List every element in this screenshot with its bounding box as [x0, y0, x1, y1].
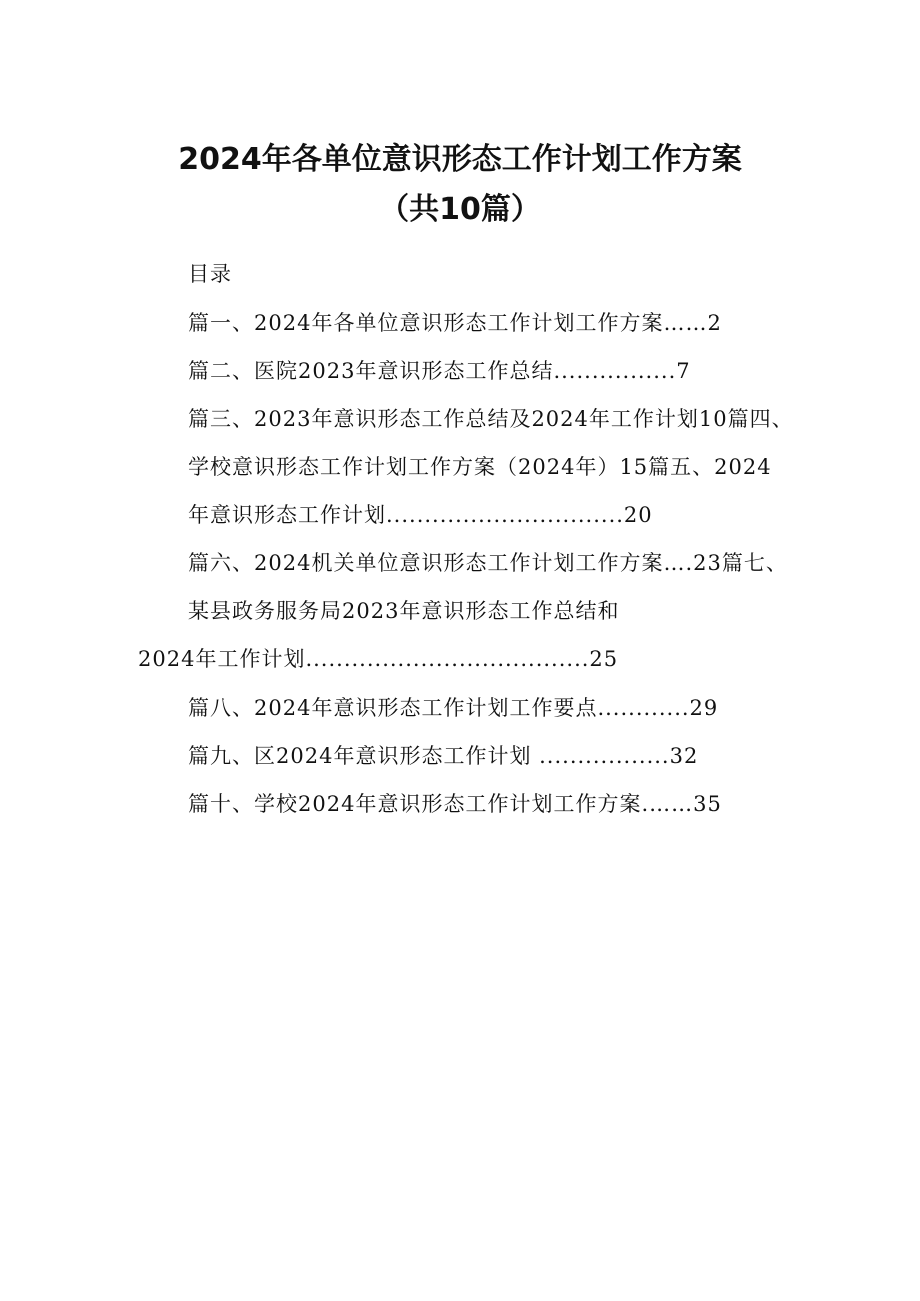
toc-entry: 篇一、2024年各单位意识形态工作计划工作方案……2: [188, 311, 722, 335]
toc-entry: 某县政务服务局2023年意识形态工作总结和: [188, 599, 620, 623]
toc-entry: 篇三、2023年意识形态工作总结及2024年工作计划10篇四、: [188, 407, 794, 431]
toc-entry: 篇八、2024年意识形态工作计划工作要点............29: [188, 696, 719, 720]
toc-entry: 2024年工作计划.....................................25: [138, 647, 619, 671]
toc-entry: 年意识形态工作计划...............................20: [188, 503, 653, 527]
document-subtitle: （共10篇）: [379, 192, 541, 227]
toc-entry: 篇九、区2024年意识形态工作计划 .................32: [188, 744, 699, 768]
toc-heading: 目录: [188, 262, 232, 286]
toc-entry: 学校意识形态工作计划工作方案（2024年）15篇五、2024: [188, 455, 772, 479]
document-title: 2024年各单位意识形态工作计划工作方案: [178, 142, 742, 177]
toc-entry: 篇十、学校2024年意识形态工作计划工作方案.……35: [188, 792, 722, 816]
toc-entry: 篇六、2024机关单位意识形态工作计划工作方案….23篇七、: [188, 551, 788, 575]
toc-entry: 篇二、医院2023年意识形态工作总结................7: [188, 359, 691, 383]
